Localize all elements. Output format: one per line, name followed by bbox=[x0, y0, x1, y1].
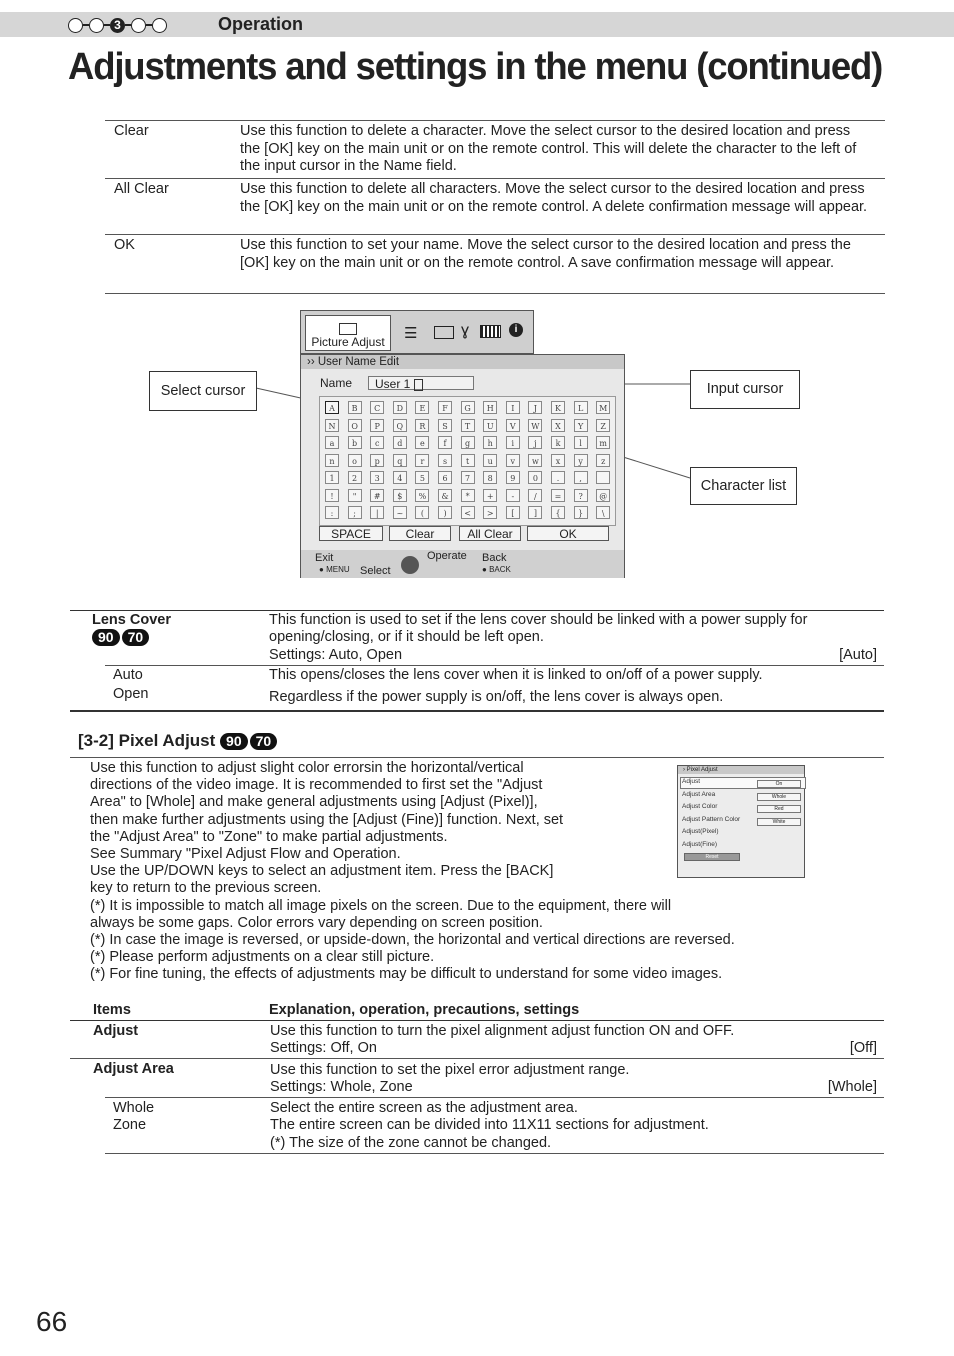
character-cell[interactable]: w bbox=[528, 454, 542, 467]
character-cell[interactable]: h bbox=[483, 436, 497, 449]
mini-value: On bbox=[757, 780, 801, 788]
character-cell[interactable]: " bbox=[348, 489, 362, 502]
lens-cover-default: [Auto] bbox=[839, 647, 877, 663]
settings-sliders-icon[interactable]: ☰ bbox=[404, 325, 418, 342]
mini-reset-button[interactable]: Reset bbox=[684, 853, 740, 861]
character-cell[interactable]: : bbox=[325, 506, 339, 519]
tab-label: Picture Adjust bbox=[311, 335, 385, 349]
option-text: (*) The size of the zone cannot be changed. bbox=[270, 1135, 552, 1151]
model-badge: 90 bbox=[220, 733, 248, 750]
pixel-adjust-mini-menu bbox=[677, 765, 805, 878]
paragraph-line: always be some gaps. Color errors vary depending on screen position. bbox=[90, 914, 543, 931]
character-cell[interactable]: M bbox=[596, 401, 610, 414]
character-cell[interactable]: / bbox=[528, 489, 542, 502]
column-header: Explanation, operation, precautions, settings bbox=[269, 1002, 580, 1018]
character-cell[interactable]: p bbox=[370, 454, 384, 467]
model-badge: 70 bbox=[122, 629, 150, 646]
lens-cover-settings: Settings: Auto, Open bbox=[269, 647, 403, 663]
character-cell[interactable]: , bbox=[574, 471, 588, 484]
model-badge: 90 bbox=[92, 629, 120, 646]
character-cell[interactable]: g bbox=[461, 436, 475, 449]
info-icon[interactable]: i bbox=[509, 323, 523, 337]
mini-item[interactable]: Adjust(Pixel) bbox=[682, 828, 719, 835]
item-text: Use this function to set the pixel error adjustment range. bbox=[270, 1062, 630, 1078]
character-cell[interactable]: u bbox=[483, 454, 497, 467]
display-icon[interactable] bbox=[434, 326, 454, 339]
character-cell[interactable]: S bbox=[438, 419, 452, 432]
character-cell[interactable]: ] bbox=[528, 506, 542, 519]
character-cell[interactable]: 1 bbox=[325, 471, 339, 484]
mini-item[interactable]: Adjust Area bbox=[682, 791, 716, 798]
paragraph-line: (*) It is impossible to match all image pixels on the screen. Due to the equipment, there will bbox=[90, 897, 672, 914]
character-cell[interactable]: W bbox=[528, 419, 542, 432]
character-cell[interactable]: q bbox=[393, 454, 407, 467]
character-cell[interactable]: | bbox=[370, 506, 384, 519]
paragraph-line: Use this function to adjust slight color errorsin the horizontal/vertical bbox=[90, 760, 524, 776]
character-cell[interactable]: % bbox=[415, 489, 429, 502]
callout-input-cursor: Input cursor bbox=[690, 370, 800, 409]
dpad-icon bbox=[401, 556, 419, 574]
character-cell[interactable]: # bbox=[370, 489, 384, 502]
character-cell[interactable]: ! bbox=[325, 489, 339, 502]
character-cell[interactable]: ; bbox=[348, 506, 362, 519]
section-label: Operation bbox=[218, 14, 304, 34]
character-cell[interactable]: 0 bbox=[528, 471, 542, 484]
menu-footer bbox=[301, 550, 624, 578]
character-cell[interactable]: > bbox=[483, 506, 497, 519]
row-text: Use this function to delete a character. Move the select cursor to the desired location and press the [OK] key on the main unit or on the remote control. This will delete the character to the left of the input cursor in the Name field. bbox=[240, 123, 857, 174]
divider bbox=[105, 665, 884, 666]
character-cell[interactable]: E bbox=[415, 401, 429, 414]
model-badges bbox=[92, 629, 151, 647]
character-cell[interactable]: Y bbox=[574, 419, 588, 432]
item-key: Adjust bbox=[93, 1023, 139, 1039]
character-cell[interactable]: = bbox=[551, 489, 565, 502]
character-cell[interactable]: . bbox=[551, 471, 565, 484]
character-cell[interactable]: Q bbox=[393, 419, 407, 432]
menu-panel bbox=[300, 354, 625, 578]
option-text: Regardless if the power supply is on/off, the lens cover is always open. bbox=[269, 689, 724, 705]
option-key: Zone bbox=[113, 1117, 147, 1133]
row-text: Use this function to set your name. Move the select cursor to the desired location and press the [OK] key on the main unit or on the remote control. A save confirmation message will appear. bbox=[240, 237, 851, 271]
character-cell[interactable]: \ bbox=[596, 506, 610, 519]
wrench-icon[interactable]: ɣ bbox=[461, 322, 470, 339]
mini-item[interactable]: Adjust(Fine) bbox=[682, 841, 718, 848]
character-cell[interactable]: L bbox=[574, 401, 588, 414]
character-cell[interactable]: 8 bbox=[483, 471, 497, 484]
character-cell[interactable]: F bbox=[438, 401, 452, 414]
character-cell[interactable]: } bbox=[574, 506, 588, 519]
page-title: Adjustments and settings in the menu (continued) bbox=[68, 46, 883, 88]
character-cell[interactable]: @ bbox=[596, 489, 610, 502]
film-icon[interactable] bbox=[480, 325, 501, 338]
paragraph-line: directions of the video image. It is recommended to first set the "Adjust bbox=[90, 777, 543, 794]
character-cell[interactable]: & bbox=[438, 489, 452, 502]
item-default: [Off] bbox=[849, 1040, 877, 1056]
character-cell[interactable]: o bbox=[348, 454, 362, 467]
character-cell[interactable]: * bbox=[461, 489, 475, 502]
character-cell[interactable]: 3 bbox=[370, 471, 384, 484]
space-button[interactable]: SPACE bbox=[319, 526, 383, 541]
heading-text: [3-2] Pixel Adjust bbox=[78, 731, 216, 750]
name-value: User 1 bbox=[375, 377, 411, 391]
character-cell[interactable]: 5 bbox=[415, 471, 429, 484]
lens-cover-text: This function is used to set if the lens cover should be linked with a power supply for opening/closing, or if it should be left open. bbox=[269, 612, 808, 646]
paragraph-line: (*) For fine tuning, the effects of adjustments may be difficult to understand for some video images. bbox=[90, 966, 723, 983]
option-text: Select the entire screen as the adjustment area. bbox=[270, 1100, 578, 1116]
character-list[interactable] bbox=[319, 396, 616, 526]
paragraph-line: Area" to [Whole] and make general adjustments using [Adjust (Pixel)], bbox=[90, 794, 538, 811]
mini-item[interactable]: Adjust bbox=[682, 778, 701, 785]
paragraph-line: (*) Please perform adjustments on a clear still picture. bbox=[90, 949, 435, 966]
paragraph-line: (*) In case the image is reversed, or upside-down, the horizontal and vertical directions are reversed. bbox=[90, 932, 735, 949]
character-cell[interactable]: s bbox=[438, 454, 452, 467]
paragraph-line: key to return to the previous screen. bbox=[90, 880, 322, 897]
ok-button[interactable]: OK bbox=[527, 526, 609, 541]
character-cell[interactable]: $ bbox=[393, 489, 407, 502]
character-cell[interactable]: f bbox=[438, 436, 452, 449]
paragraph-line: See Summary "Pixel Adjust Flow and Operation. bbox=[90, 846, 401, 863]
row-key: Clear bbox=[114, 123, 149, 139]
character-cell[interactable]: < bbox=[461, 506, 475, 519]
lens-cover-top-rule bbox=[70, 610, 884, 611]
panel-title: ›› User Name Edit bbox=[301, 355, 624, 369]
character-cell[interactable] bbox=[596, 471, 610, 484]
character-cell[interactable]: N bbox=[325, 419, 339, 432]
item-default: [Whole] bbox=[827, 1079, 877, 1095]
character-cell[interactable]: r bbox=[415, 454, 429, 467]
character-cell[interactable]: R bbox=[415, 419, 429, 432]
paragraph-line: then make further adjustments using the [Adjust (Fine)] function. Next, set bbox=[90, 811, 564, 828]
character-cell[interactable]: T bbox=[461, 419, 475, 432]
character-cell[interactable]: K bbox=[551, 401, 565, 414]
option-key: Whole bbox=[113, 1100, 155, 1116]
character-cell[interactable]: 7 bbox=[461, 471, 475, 484]
character-cell[interactable]: B bbox=[348, 401, 362, 414]
back-key[interactable]: ● BACK bbox=[482, 565, 511, 574]
character-cell[interactable]: j bbox=[528, 436, 542, 449]
item-text: Use this function to turn the pixel alignment adjust function ON and OFF. bbox=[270, 1023, 735, 1039]
character-cell[interactable]: D bbox=[393, 401, 407, 414]
character-cell[interactable]: b bbox=[348, 436, 362, 449]
name-field[interactable] bbox=[368, 376, 474, 390]
input-cursor bbox=[414, 379, 423, 391]
operate-label: Operate bbox=[427, 550, 467, 562]
character-cell[interactable]: e bbox=[415, 436, 429, 449]
character-cell[interactable]: ~ bbox=[393, 506, 407, 519]
column-header: Items bbox=[93, 1002, 131, 1018]
character-cell[interactable]: + bbox=[483, 489, 497, 502]
character-cell[interactable]: v bbox=[506, 454, 520, 467]
mini-item[interactable]: Adjust Pattern Color bbox=[682, 816, 741, 823]
character-cell[interactable]: ) bbox=[438, 506, 452, 519]
tab-picture-adjust[interactable] bbox=[305, 315, 391, 351]
divider bbox=[105, 1153, 884, 1154]
character-cell[interactable]: 6 bbox=[438, 471, 452, 484]
character-cell[interactable]: c bbox=[370, 436, 384, 449]
character-cell[interactable]: 2 bbox=[348, 471, 362, 484]
character-cell[interactable]: y bbox=[574, 454, 588, 467]
character-cell[interactable]: m bbox=[596, 436, 610, 449]
row-key: OK bbox=[114, 237, 135, 253]
divider bbox=[70, 1058, 884, 1059]
back-label: Back bbox=[482, 552, 507, 564]
model-badge: 70 bbox=[250, 733, 278, 750]
character-cell[interactable]: a bbox=[325, 436, 339, 449]
option-key: Open bbox=[113, 686, 149, 702]
character-cell[interactable]: X bbox=[551, 419, 565, 432]
character-cell[interactable]: H bbox=[483, 401, 497, 414]
divider bbox=[70, 757, 884, 758]
mini-value: Whole bbox=[757, 793, 801, 801]
option-text: The entire screen can be divided into 11X11 sections for adjustment. bbox=[270, 1117, 709, 1133]
step-3-current: 3 bbox=[110, 18, 125, 33]
character-cell[interactable]: { bbox=[551, 506, 565, 519]
character-cell[interactable]: I bbox=[506, 401, 520, 414]
character-cell[interactable]: ( bbox=[415, 506, 429, 519]
divider bbox=[70, 1020, 884, 1021]
paragraph-line: the "Adjust Area" to "Zone" to make partial adjustments. bbox=[90, 828, 448, 845]
character-cell[interactable]: - bbox=[506, 489, 520, 502]
item-key: Adjust Area bbox=[93, 1061, 174, 1077]
paragraph-line: Use the UP/DOWN keys to select an adjustment item. Press the [BACK] bbox=[90, 863, 554, 880]
character-cell[interactable]: n bbox=[325, 454, 339, 467]
menu-tabs bbox=[300, 310, 534, 354]
user-name-edit-menu bbox=[300, 310, 625, 578]
select-cursor-cell[interactable]: A bbox=[325, 401, 339, 414]
character-cell[interactable]: x bbox=[551, 454, 565, 467]
character-cell[interactable]: l bbox=[574, 436, 588, 449]
character-cell[interactable]: 9 bbox=[506, 471, 520, 484]
character-cell[interactable]: z bbox=[596, 454, 610, 467]
option-text: This opens/closes the lens cover when it is linked to on/off of a power supply. bbox=[269, 667, 763, 683]
mini-item[interactable]: Adjust Color bbox=[682, 803, 718, 810]
character-cell[interactable]: ? bbox=[574, 489, 588, 502]
lens-cover-title: Lens Cover bbox=[92, 612, 171, 628]
page-number: 66 bbox=[36, 1306, 68, 1337]
clear-button[interactable]: Clear bbox=[389, 526, 451, 541]
row-key: All Clear bbox=[114, 181, 169, 197]
callout-character-list: Character list bbox=[690, 467, 797, 505]
character-cell[interactable]: t bbox=[461, 454, 475, 467]
character-cell[interactable]: U bbox=[483, 419, 497, 432]
mini-title: › Pixel Adjust bbox=[678, 766, 804, 774]
name-label: Name bbox=[320, 376, 353, 390]
character-cell[interactable]: P bbox=[370, 419, 384, 432]
exit-label: Exit bbox=[315, 552, 334, 564]
picture-icon bbox=[339, 323, 357, 335]
character-cell[interactable]: k bbox=[551, 436, 565, 449]
character-cell[interactable]: i bbox=[506, 436, 520, 449]
character-cell[interactable]: Z bbox=[596, 419, 610, 432]
character-cell[interactable]: [ bbox=[506, 506, 520, 519]
row-text: Use this function to delete all characters. Move the select cursor to the desired location and press the [OK] key on the main unit or on the remote control. A delete confirmation message will appear. bbox=[240, 181, 868, 215]
lens-cover-bottom-rule bbox=[70, 710, 884, 712]
callout-select-cursor: Select cursor bbox=[149, 371, 257, 411]
all-clear-button[interactable]: All Clear bbox=[459, 526, 521, 541]
character-cell[interactable]: J bbox=[528, 401, 542, 414]
mini-value: Red bbox=[757, 805, 801, 813]
character-cell[interactable]: C bbox=[370, 401, 384, 414]
select-label: Select bbox=[360, 565, 391, 577]
character-cell[interactable]: 4 bbox=[393, 471, 407, 484]
item-text: Settings: Off, On bbox=[270, 1040, 377, 1056]
menu-key[interactable]: ● MENU bbox=[319, 565, 350, 574]
item-text: Settings: Whole, Zone bbox=[270, 1079, 413, 1095]
character-cell[interactable]: V bbox=[506, 419, 520, 432]
section-heading bbox=[78, 731, 279, 751]
mini-value: White bbox=[757, 818, 801, 826]
character-cell[interactable]: d bbox=[393, 436, 407, 449]
option-key: Auto bbox=[113, 667, 143, 683]
character-cell[interactable]: O bbox=[348, 419, 362, 432]
divider bbox=[105, 1097, 884, 1098]
character-cell[interactable]: G bbox=[461, 401, 475, 414]
